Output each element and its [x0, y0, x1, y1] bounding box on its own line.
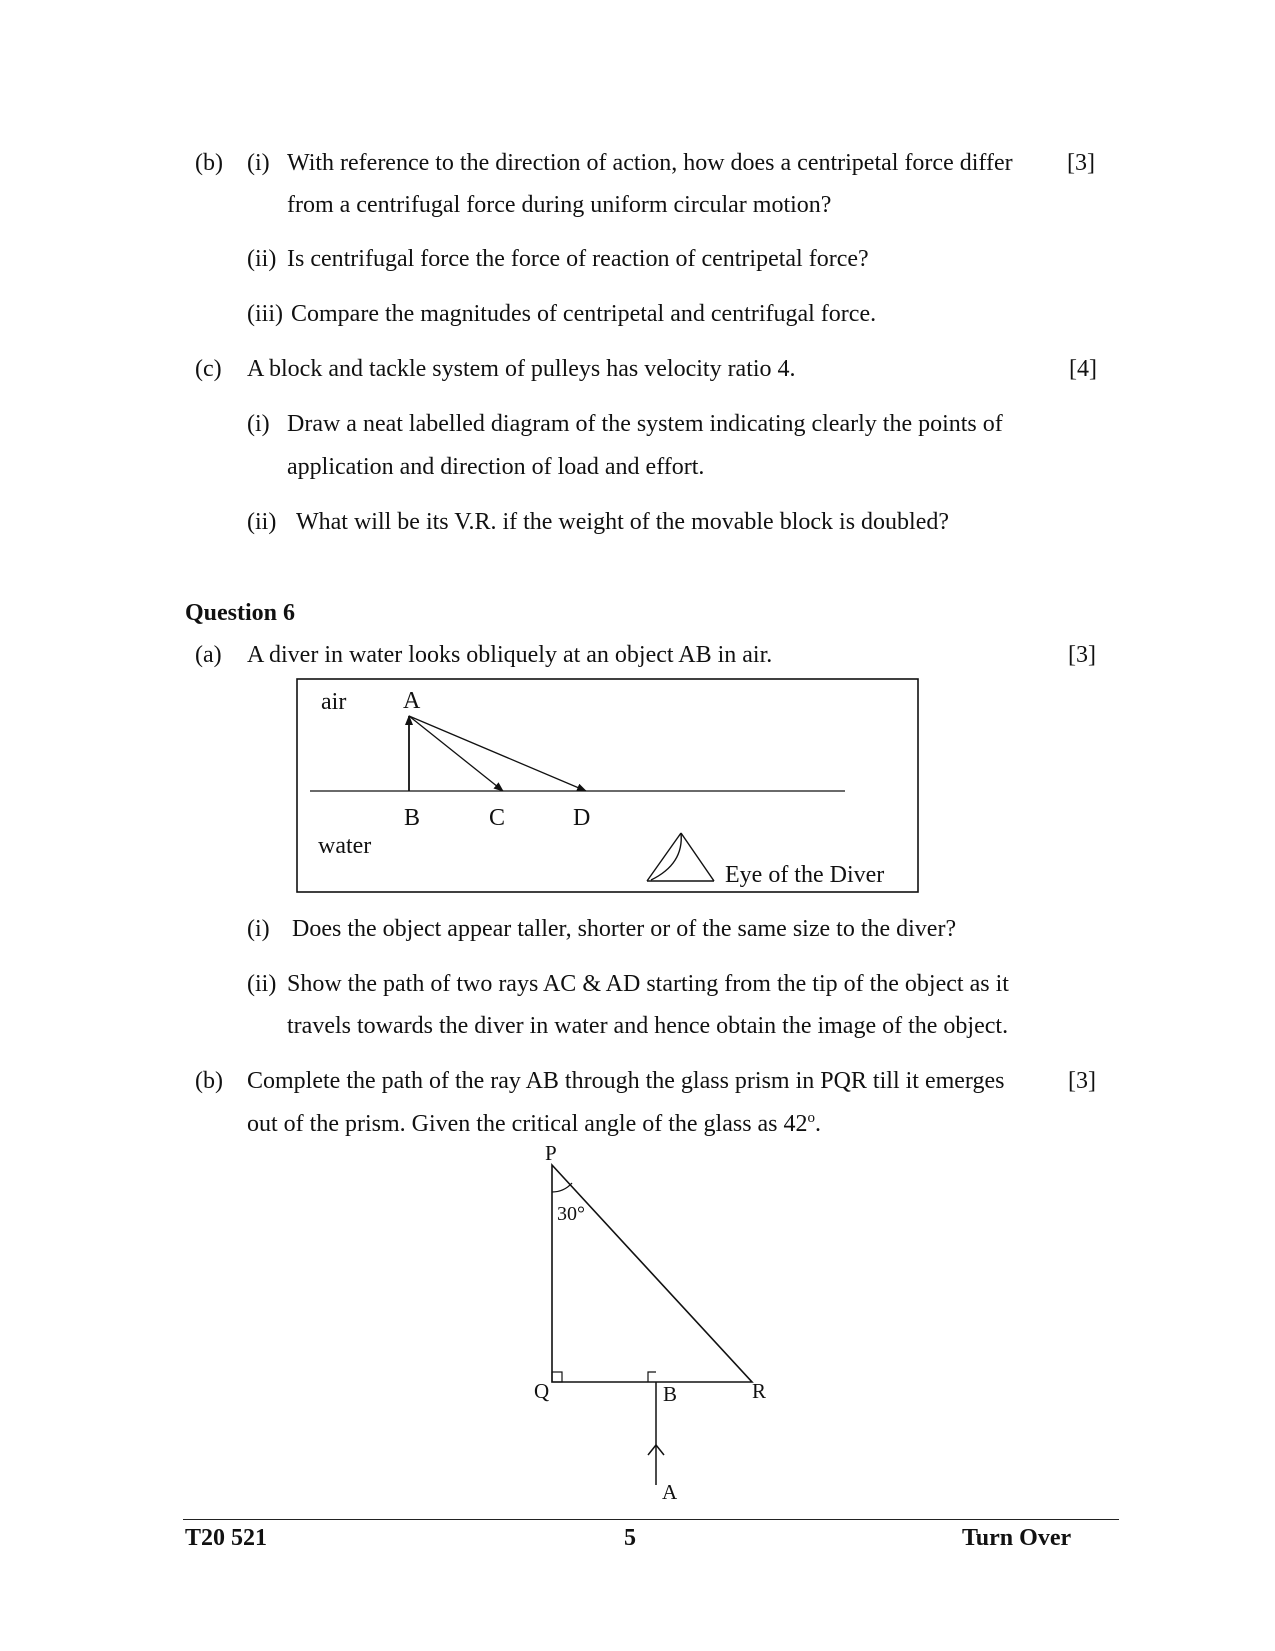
q6b-line2-text: out of the prism. Given the critical angle of the glass as 42: [247, 1111, 808, 1137]
q6a-marks: [3]: [1068, 642, 1096, 668]
q6b-line2-end: .: [815, 1111, 822, 1137]
q5c-ii-label: (ii): [247, 509, 277, 535]
label-eye: Eye of the Diver: [725, 862, 885, 888]
right-angle-b: [648, 1372, 656, 1382]
right-angle-q: [552, 1372, 562, 1382]
q5b-i-line2: from a centrifugal force during uniform circular motion?: [287, 192, 832, 218]
label-a: A: [403, 688, 421, 714]
q6a-i-text: Does the object appear taller, shorter or of the same size to the diver?: [292, 916, 957, 942]
q5c-text: A block and tackle system of pulleys has velocity ratio 4.: [247, 356, 796, 382]
q5c-i-label: (i): [247, 411, 270, 437]
label-q: Q: [534, 1379, 550, 1403]
label-water: water: [318, 833, 372, 859]
label-prism-b: B: [663, 1382, 678, 1406]
label-angle-30: 30°: [557, 1203, 585, 1225]
degree-sup: o: [807, 1110, 816, 1126]
q5b-marks: [3]: [1067, 150, 1095, 176]
q5b-label: (b): [195, 150, 223, 176]
q5b-iii-label: (iii): [247, 301, 283, 327]
label-r: R: [752, 1379, 767, 1403]
q6a-i-label: (i): [247, 916, 270, 942]
footer-page-number: 5: [624, 1525, 636, 1551]
q5b-ii-text: Is centrifugal force the force of reaction of centripetal force?: [287, 246, 869, 272]
footer-rule: [183, 1519, 1119, 1520]
q5c-i-line2: application and direction of load and effort.: [287, 454, 705, 480]
q5b-ii-label: (ii): [247, 246, 277, 272]
label-p: P: [545, 1141, 557, 1165]
q6b-label: (b): [195, 1068, 223, 1094]
q5c-label: (c): [195, 356, 222, 382]
q6b-marks: [3]: [1068, 1068, 1096, 1094]
q6a-text: A diver in water looks obliquely at an object AB in air.: [247, 642, 773, 668]
q5b-i-label: (i): [247, 150, 270, 176]
prism-pqr: [552, 1165, 752, 1382]
footer-turn-over: Turn Over: [962, 1525, 1072, 1551]
q6-heading: Question 6: [185, 600, 296, 626]
label-b: B: [404, 805, 421, 831]
q6a-ii-label: (ii): [247, 971, 277, 997]
q5c-marks: [4]: [1069, 356, 1097, 382]
q5b-iii-text: Compare the magnitudes of centripetal and centrifugal force.: [291, 301, 877, 327]
label-prism-a: A: [662, 1480, 678, 1504]
label-c: C: [489, 805, 506, 831]
q6a-ii-line2: travels towards the diver in water and hence obtain the image of the object.: [287, 1013, 1009, 1039]
q5c-i-line1: Draw a neat labelled diagram of the system indicating clearly the points of: [287, 411, 1003, 437]
footer-code: T20 521: [185, 1525, 268, 1551]
label-air: air: [321, 689, 347, 715]
q6a-ii-line1: Show the path of two rays AC & AD starting from the tip of the object as it: [287, 971, 1009, 997]
q5b-i-line1: With reference to the direction of action, how does a centripetal force differ: [287, 150, 1013, 176]
q6a-label: (a): [195, 642, 222, 668]
q6b-line1: Complete the path of the ray AB through the glass prism in PQR till it emerges: [247, 1068, 1005, 1094]
q5c-ii-text: What will be its V.R. if the weight of the movable block is doubled?: [296, 509, 950, 535]
label-d: D: [573, 805, 591, 831]
